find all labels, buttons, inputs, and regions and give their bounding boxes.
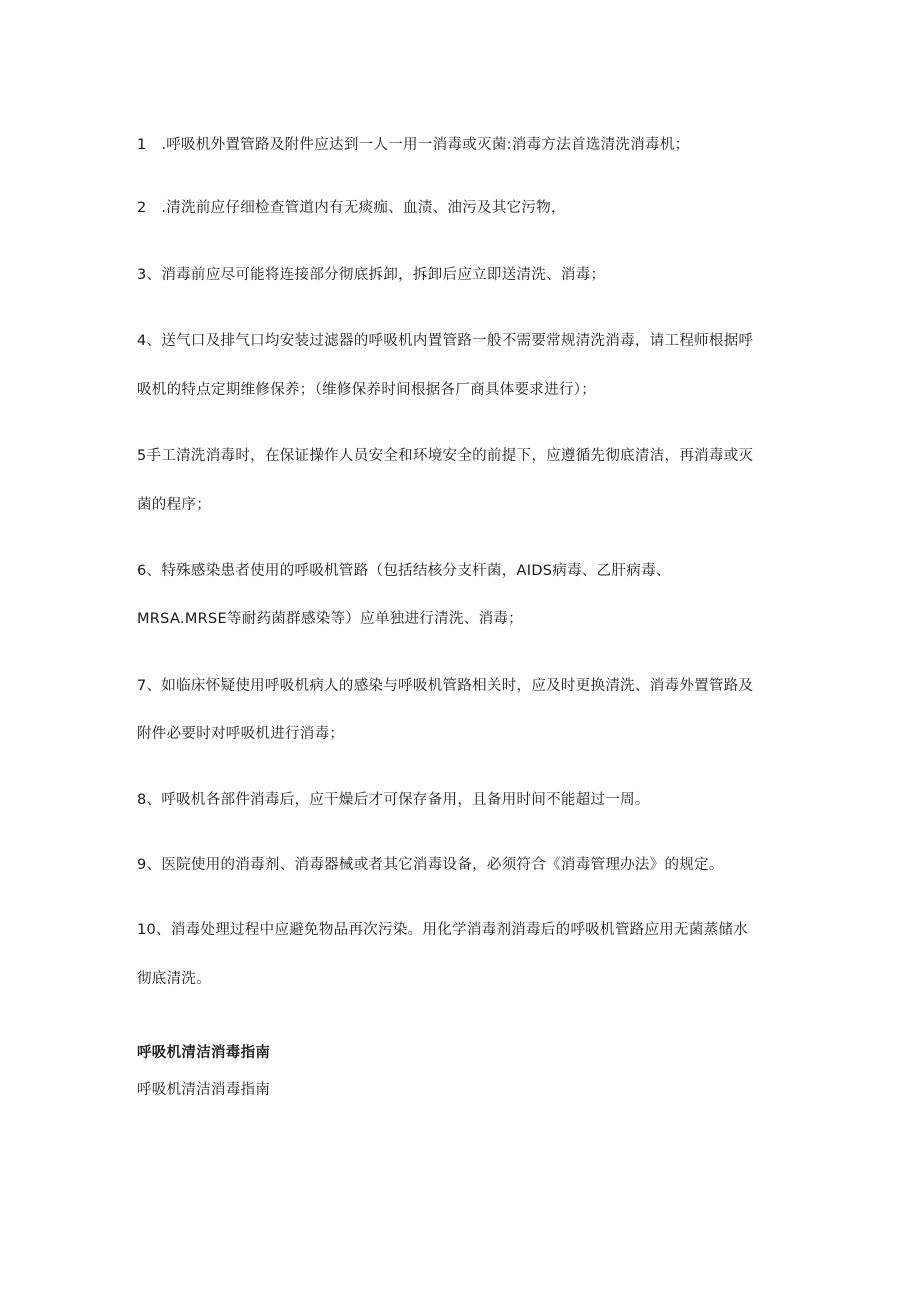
item-2-line: 2 .清洗前应仔细检查管道内有无痰痂、血渍、油污及其它污物， [137,200,566,216]
document-heading: 呼吸机清洁消毒指南 [137,1045,271,1061]
item-1-line: 1 .呼吸机外置管路及附件应达到一人一用一消毒或灭菌:消毒方法首选清洗消毒机； [137,137,690,153]
item-10-line-1: 10、消毒处理过程中应避免物品再次污染。用化学消毒剂消毒后的呼吸机管路应用无菌蒸储水 [137,922,749,938]
item-5-line-2: 菌的程序； [137,497,211,513]
item-10-line-2: 彻底清洗。 [137,971,211,987]
item-5-line-1: 5手工清洗消毒时，在保证操作人员安全和环境安全的前提下，应遵循先彻底清洁，再消毒或灭 [137,448,754,464]
document-subheading: 呼吸机清洁消毒指南 [137,1082,271,1098]
item-3-line: 3、消毒前应尽可能将连接部分彻底拆卸，拆卸后应立即送清洗、消毒； [137,267,606,283]
item-6-line-2: MRSA.MRSE等耐药菌群感染等）应单独进行清洗、消毒； [137,611,523,627]
item-6-line-1: 6、特殊感染患者使用的呼吸机管路（包括结核分支杆菌，AIDS病毒、乙肝病毒、 [137,563,671,579]
item-7-line-2: 附件必要时对呼吸机进行消毒； [137,726,345,742]
item-7-line-1: 7、如临床怀疑使用呼吸机病人的感染与呼吸机管路相关时，应及时更换清洗、消毒外置管路及 [137,678,754,694]
item-4-line-1: 4、送气口及排气口均安装过滤器的呼吸机内置管路一般不需要常规清洗消毒，请工程师根据呼 [137,333,754,349]
item-4-line-2: 吸机的特点定期维修保养；（维修保养时间根据各厂商具体要求进行）； [137,382,597,398]
item-9-line: 9、医院使用的消毒剂、消毒器械或者其它消毒设备，必须符合《消毒管理办法》的规定。 [137,857,724,873]
item-8-line: 8、呼吸机各部件消毒后，应干燥后才可保存备用，且备用时间不能超过一周。 [137,792,650,808]
